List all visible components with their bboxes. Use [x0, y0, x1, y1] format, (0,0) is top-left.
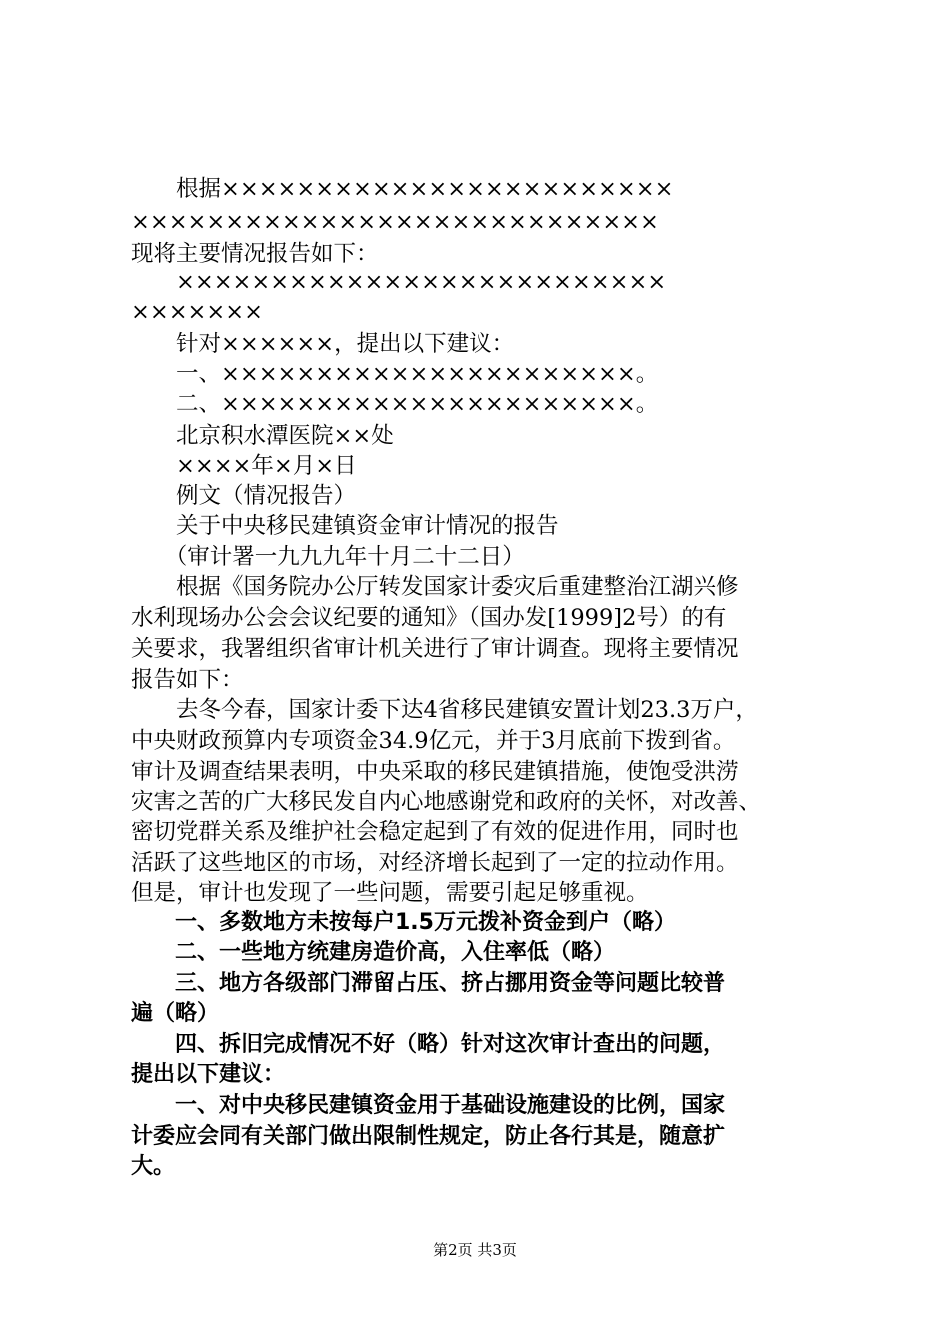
- issue-heading: 遍（略）: [131, 1001, 220, 1026]
- signature-unit: 北京积水潭医院××处: [131, 423, 394, 449]
- issue-heading: 二、一些地方统建房造价高，入住率低（略）: [131, 940, 616, 965]
- paragraph-line: 根据××××××××××××××××××××××××: [131, 176, 674, 202]
- paragraph-line: ×××××××: [131, 299, 263, 325]
- example-heading: 例文（情况报告）: [131, 483, 357, 509]
- recommendation-line: 一、对中央移民建镇资金用于基础设施建设的比例，国家: [131, 1093, 726, 1118]
- signature-date: ××××年×月×日: [131, 453, 357, 479]
- paragraph-line: 审计及调查结果表明，中央采取的移民建镇措施，使饱受洪涝: [131, 759, 739, 785]
- paragraph-line: 但是，审计也发现了一些问题，需要引起足够重视。: [131, 880, 649, 906]
- paragraph-line: 中央财政预算内专项资金34.9亿元，并于3月底前下拨到省。: [131, 728, 736, 754]
- paragraph-line: ××××××××××××××××××××××××××××: [131, 209, 659, 235]
- paragraph-line: 一、××××××××××××××××××××××。: [131, 361, 659, 387]
- paragraph-line: 灾害之苦的广大移民发自内心地感谢党和政府的关怀，对改善、: [131, 789, 762, 815]
- issue-heading: 一、多数地方未按每户1.5万元拨补资金到户（略）: [131, 910, 676, 935]
- paragraph-line: 二、××××××××××××××××××××××。: [131, 391, 659, 417]
- paragraph-line: 现将主要情况报告如下：: [131, 241, 379, 267]
- paragraph-line: 密切党群关系及维护社会稳定起到了有效的促进作用，同时也: [131, 819, 739, 845]
- issue-heading: 提出以下建议：: [131, 1062, 286, 1087]
- report-issuer-date: （审计署一九九九年十月二十二日）: [131, 544, 525, 570]
- paragraph-line: 根据《国务院办公厅转发国家计委灾后重建整治江湖兴修: [131, 574, 739, 600]
- issue-heading: 三、地方各级部门滞留占压、挤占挪用资金等问题比较普: [131, 971, 726, 996]
- recommendation-line: 计委应会同有关部门做出限制性规定，防止各行其是，随意扩: [131, 1124, 726, 1149]
- paragraph-line: 水利现场办公会会议纪要的通知》（国办发[1999]2号）的有: [131, 605, 727, 631]
- paragraph-line: 关要求，我署组织省审计机关进行了审计调查。现将主要情况: [131, 636, 739, 662]
- paragraph-line: 去冬今春，国家计委下达4省移民建镇安置计划23.3万户，: [131, 697, 758, 723]
- paragraph-line: 报告如下：: [131, 667, 244, 693]
- paragraph-line: 活跃了这些地区的市场，对经济增长起到了一定的拉动作用。: [131, 850, 739, 876]
- page-number: 第2页 共3页: [433, 1241, 517, 1259]
- recommendation-line: 大。: [131, 1154, 176, 1179]
- paragraph-line: 针对××××××，提出以下建议：: [131, 331, 515, 357]
- paragraph-line: ××××××××××××××××××××××××××: [131, 269, 667, 295]
- report-title: 关于中央移民建镇资金审计情况的报告: [131, 513, 559, 539]
- issue-heading: 四、拆旧完成情况不好（略）针对这次审计查出的问题，: [131, 1032, 726, 1057]
